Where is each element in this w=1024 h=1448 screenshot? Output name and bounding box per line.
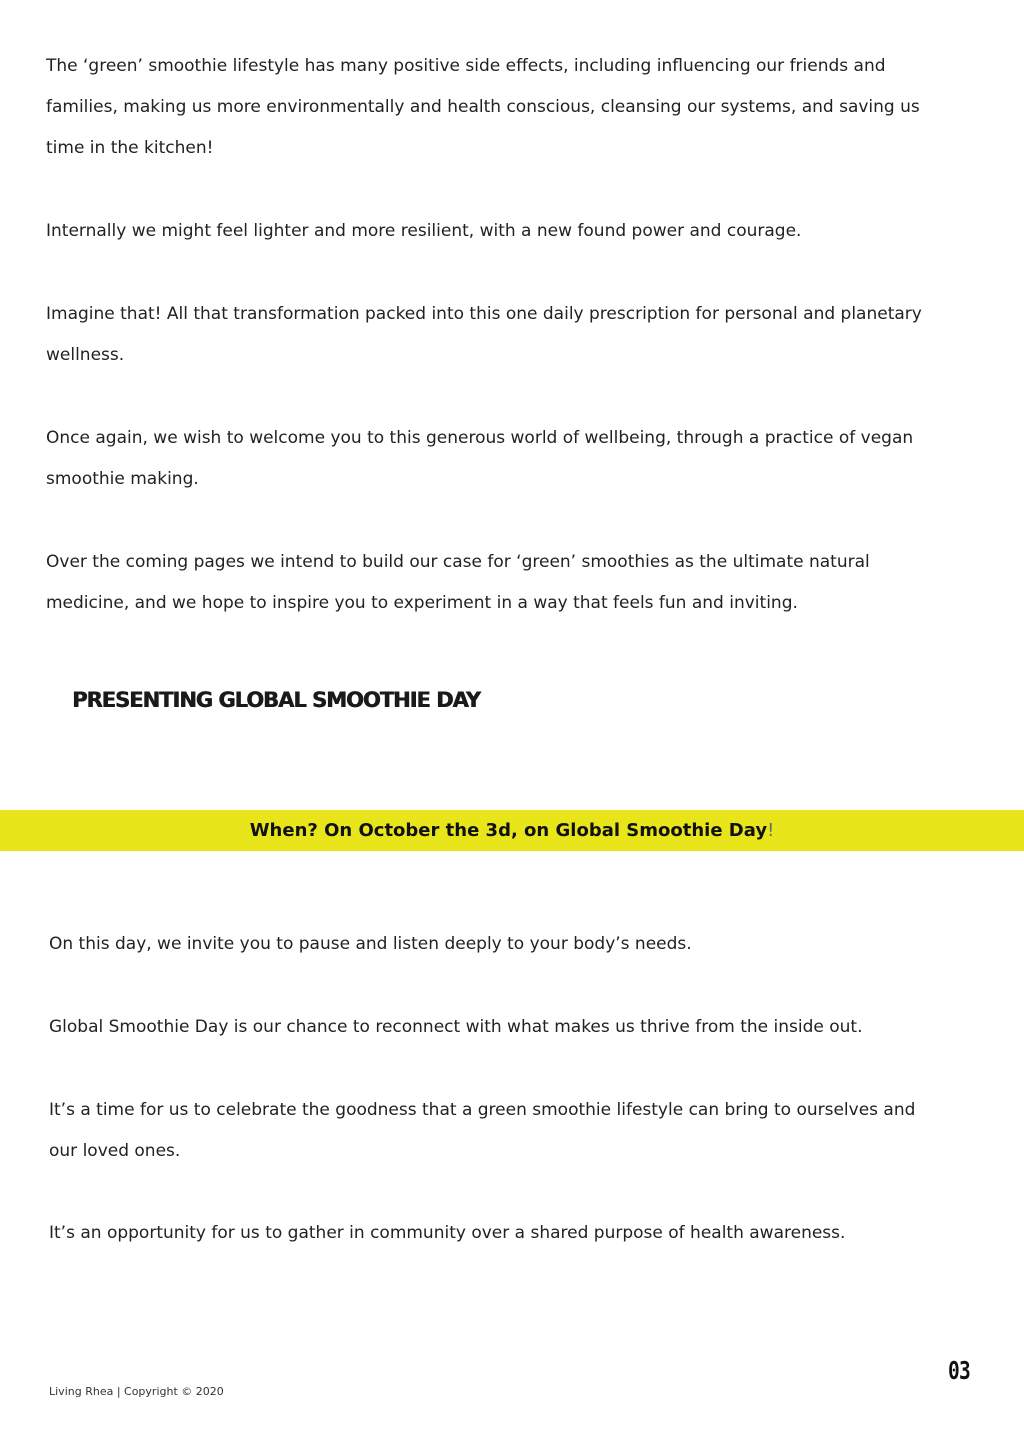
detail-paragraph-1: On this day, we invite you to pause and listen deeply to your body’s needs. [49, 934, 692, 954]
detail-paragraph-4: It’s an opportunity for us to gather in community over a shared purpose of health awareness. [49, 1223, 846, 1243]
banner-exclamation: ! [767, 820, 775, 841]
section-heading: PRESENTING GLOBAL SMOOTHIE DAY [72, 688, 480, 712]
intro-paragraph-1: The ‘green’ smoothie lifestyle has many positive side effects, including influencing our friends and families, making us more environmentally and health conscious, cleansing our systems, and saving us time in the kitchen! [46, 56, 920, 158]
banner-text: When? On October the 3d, on Global Smoothie Day [249, 820, 768, 841]
date-banner [0, 810, 1024, 851]
intro-paragraph-4: Once again, we wish to welcome you to this generous world of wellbeing, through a practice of vegan smoothie making. [46, 428, 914, 489]
detail-paragraph-2: Global Smoothie Day is our chance to reconnect with what makes us thrive from the inside out. [49, 1017, 863, 1037]
page-number: 03 [948, 1356, 970, 1385]
footer-copyright: Living Rhea | Copyright © 2020 [49, 1385, 224, 1398]
intro-paragraph-2: Internally we might feel lighter and more resilient, with a new found power and courage. [46, 221, 802, 241]
intro-paragraph-5: Over the coming pages we intend to build our case for ‘green’ smoothies as the ultimate natural medicine, and we hope to inspire you to experiment in a way that feels fun and inviting. [46, 552, 870, 613]
detail-paragraph-3: It’s a time for us to celebrate the goodness that a green smoothie lifestyle can bring to ourselves and our loved ones. [49, 1100, 916, 1161]
intro-paragraph-3: Imagine that! All that transformation packed into this one daily prescription for personal and planetary wellness. [46, 304, 922, 365]
